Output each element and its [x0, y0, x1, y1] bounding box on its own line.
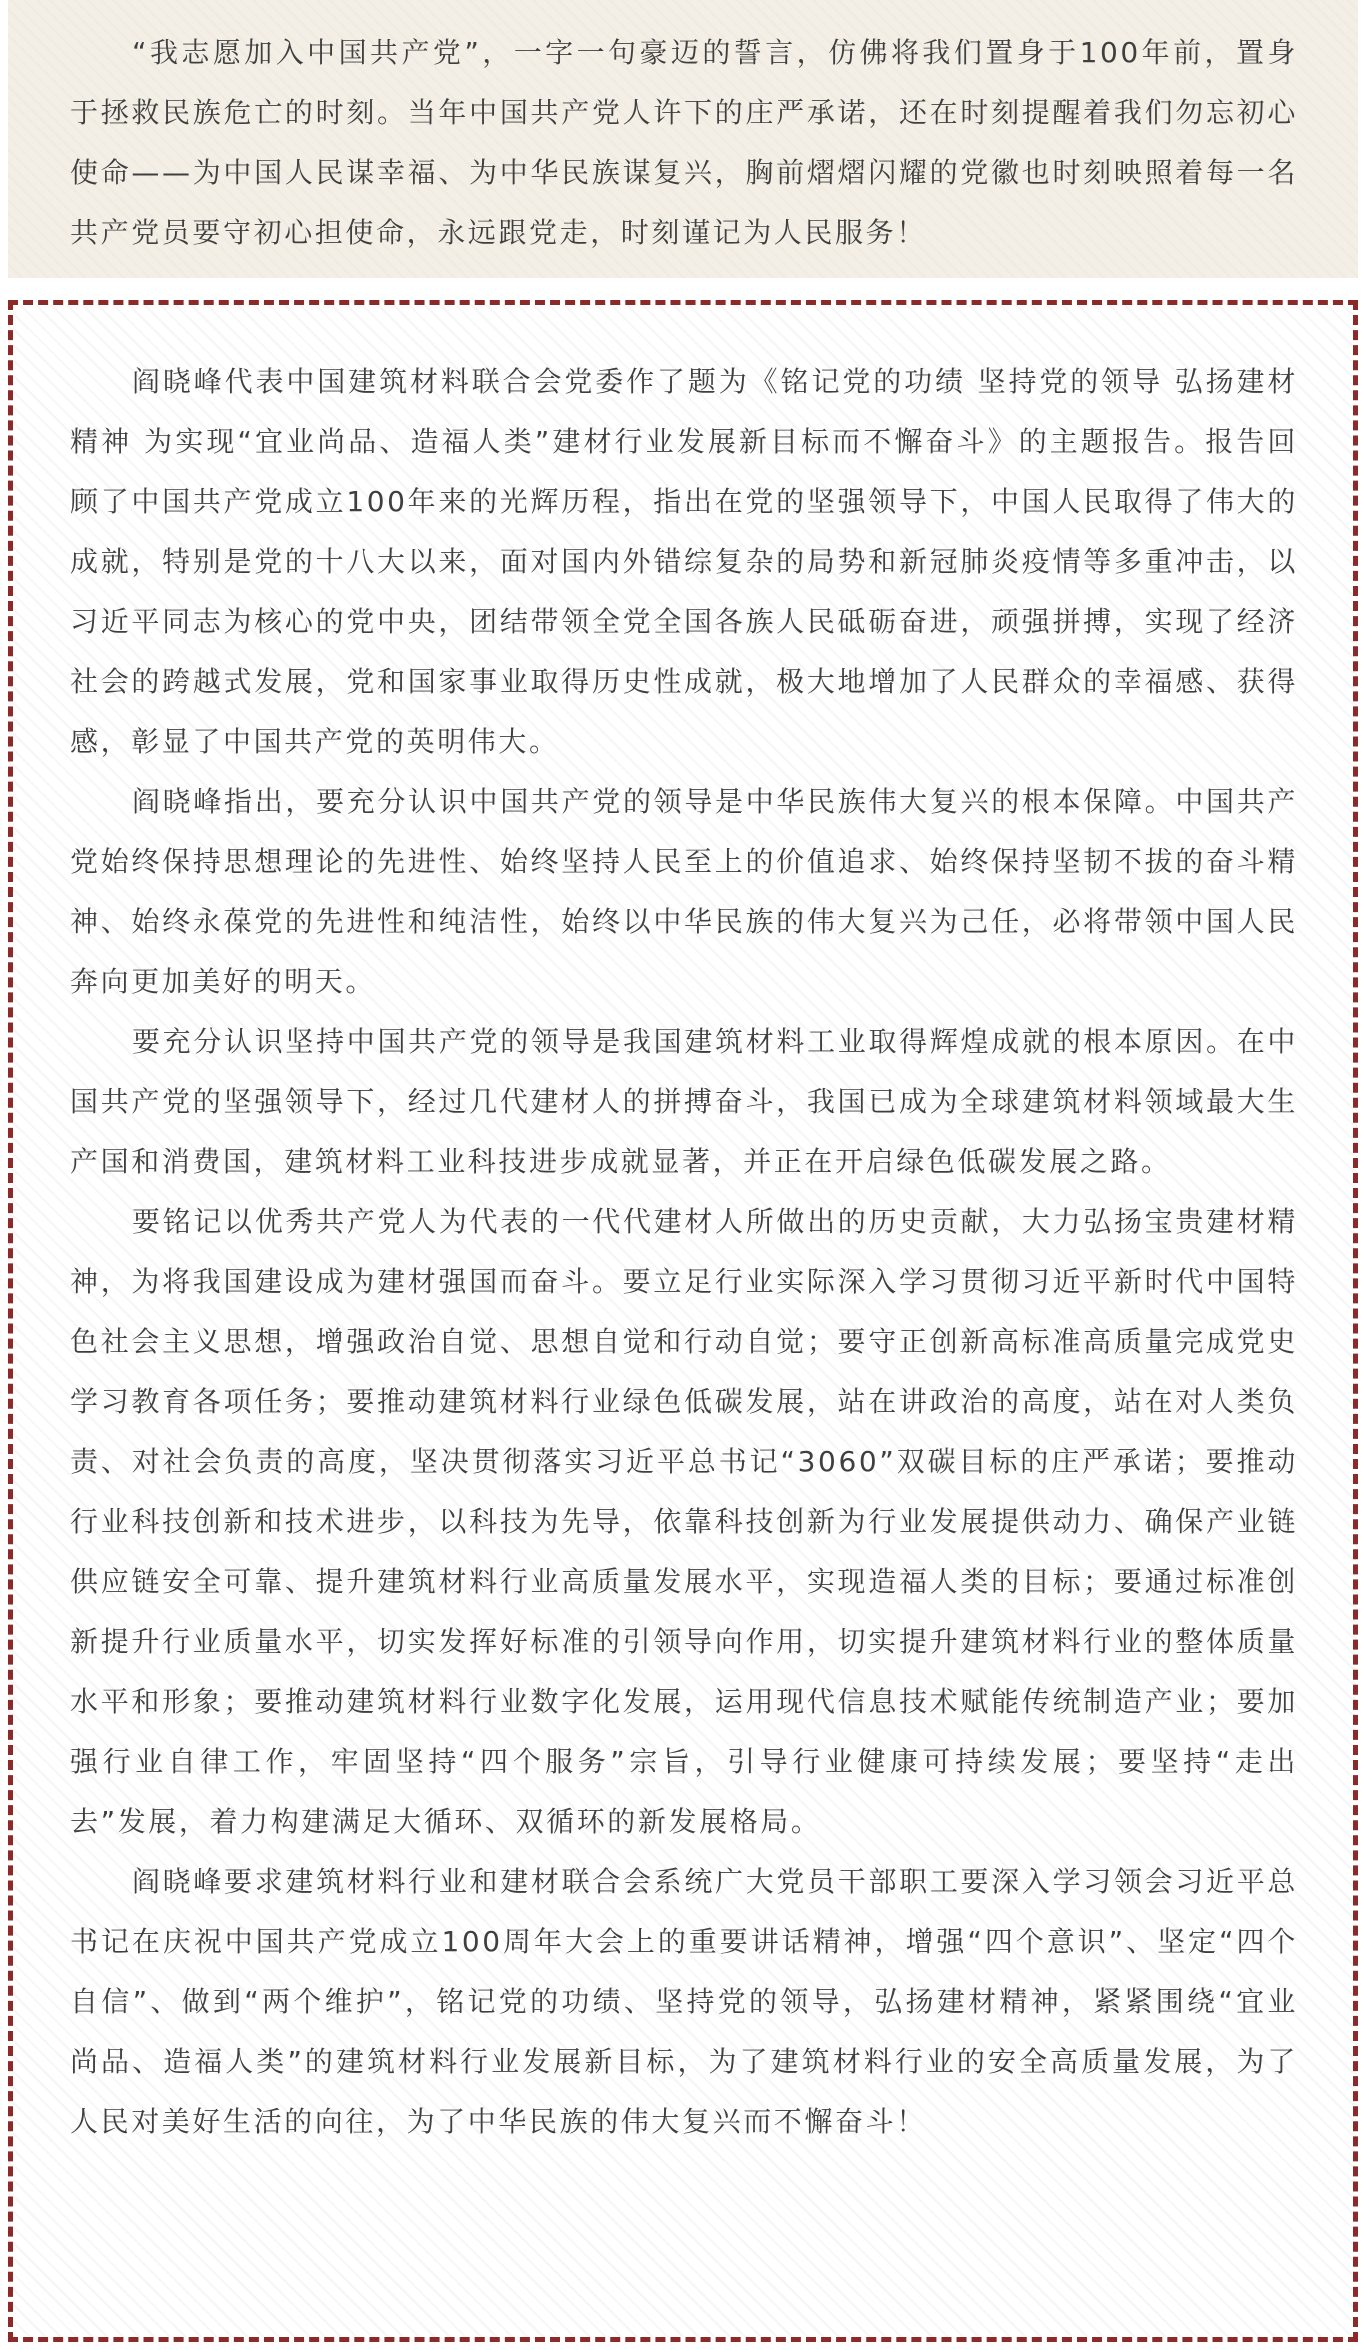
report-content-box	[8, 300, 1358, 2342]
intro-paragraph: “我志愿加入中国共产党”，一字一句豪迈的誓言，仿佛将我们置身于100年前，置身于拯救民族危亡的时刻。当年中国共产党人许下的庄严承诺，还在时刻提醒着我们勿忘初心使命——为中国人民谋幸福、为中华民族谋复兴，胸前熠熠闪耀的党徽也时刻映照着每一名共产党员要守初心担使命，永远跟党走，时刻谨记为人民服务！	[70, 36, 1298, 249]
report-paragraph-1: 阎晓峰代表中国建筑材料联合会党委作了题为《铭记党的功绩 坚持党的领导 弘扬建材精神 为实现“宜业尚品、造福人类”建材行业发展新目标而不懈奋斗》的主题报告。报告回顾了中国共产党成立100年来的光辉历程，指出在党的坚强领导下，中国人民取得了伟大的成就，特别是党的十八大以来，面对国内外错综复杂的局势和新冠肺炎疫情等多重冲击，以习近平同志为核心的党中央，团结带领全党全国各族人民砥砺奋进，顽强拼搏，实现了经济社会的跨越式发展，党和国家事业取得历史性成就，极大地增加了人民群众的幸福感、获得感，彰显了中国共产党的英明伟大。	[70, 365, 1298, 758]
intro-quote-box	[8, 0, 1358, 278]
report-paragraph-2: 阎晓峰指出，要充分认识中国共产党的领导是中华民族伟大复兴的根本保障。中国共产党始终保持思想理论的先进性、始终坚持人民至上的价值追求、始终保持坚韧不拔的奋斗精神、始终永葆党的先进性和纯洁性，始终以中华民族的伟大复兴为己任，必将带领中国人民奔向更加美好的明天。	[70, 785, 1298, 998]
report-paragraph-4: 要铭记以优秀共产党人为代表的一代代建材人所做出的历史贡献，大力弘扬宝贵建材精神，为将我国建设成为建材强国而奋斗。要立足行业实际深入学习贯彻习近平新时代中国特色社会主义思想，增强政治自觉、思想自觉和行动自觉；要守正创新高标准高质量完成党史学习教育各项任务；要推动建筑材料行业绿色低碳发展，站在讲政治的高度，站在对人类负责、对社会负责的高度，坚决贯彻落实习近平总书记“3060”双碳目标的庄严承诺；要推动行业科技创新和技术进步，以科技为先导，依靠科技创新为行业发展提供动力、确保产业链供应链安全可靠、提升建筑材料行业高质量发展水平，实现造福人类的目标；要通过标准创新提升行业质量水平，切实发挥好标准的引领导向作用，切实提升建筑材料行业的整体质量水平和形象；要推动建筑材料行业数字化发展，运用现代信息技术赋能传统制造产业；要加强行业自律工作，牢固坚持“四个服务”宗旨，引导行业健康可持续发展；要坚持“走出去”发展，着力构建满足大循环、双循环的新发展格局。	[70, 1205, 1298, 1838]
report-paragraph-5: 阎晓峰要求建筑材料行业和建材联合会系统广大党员干部职工要深入学习领会习近平总书记在庆祝中国共产党成立100周年大会上的重要讲话精神，增强“四个意识”、坚定“四个自信”、做到“两个维护”，铭记党的功绩、坚持党的领导，弘扬建材精神，紧紧围绕“宜业尚品、造福人类”的建筑材料行业发展新目标，为了建筑材料行业的安全高质量发展，为了人民对美好生活的向往，为了中华民族的伟大复兴而不懈奋斗！	[70, 1865, 1298, 2138]
report-paragraph-3: 要充分认识坚持中国共产党的领导是我国建筑材料工业取得辉煌成就的根本原因。在中国共产党的坚强领导下，经过几代建材人的拼搏奋斗，我国已成为全球建筑材料领域最大生产国和消费国，建筑材料工业科技进步成就显著，并正在开启绿色低碳发展之路。	[70, 1025, 1298, 1178]
